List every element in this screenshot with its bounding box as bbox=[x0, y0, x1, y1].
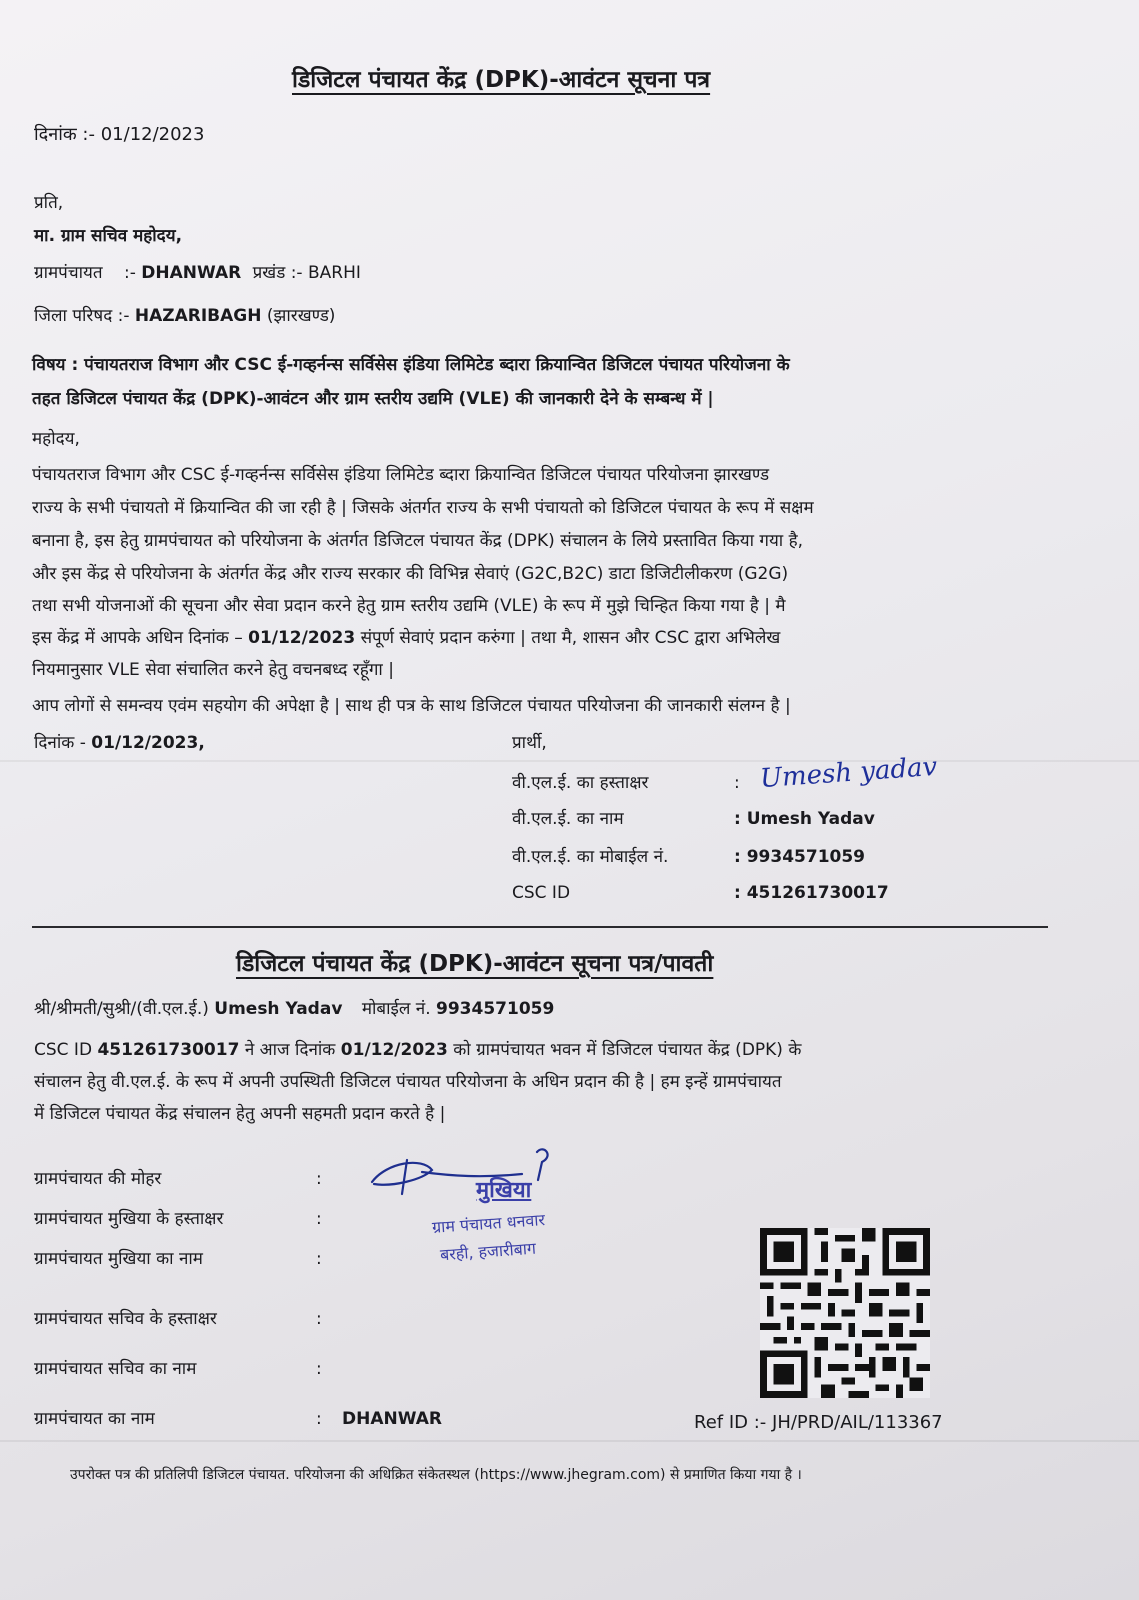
vle-name: Umesh Yadav bbox=[214, 999, 343, 1019]
section-divider bbox=[32, 926, 1048, 928]
footer-date-value: 01/12/2023, bbox=[91, 733, 205, 753]
vle-mobile: 9934571059 bbox=[436, 999, 555, 1019]
body-line: नियमानुसार VLE सेवा संचालित करने हेतु वचनबध्द रहूँगा | bbox=[32, 660, 394, 680]
field-sep: : bbox=[316, 1169, 322, 1189]
district-line bbox=[34, 305, 335, 327]
page-title: डिजिटल पंचायत केंद्र (DPK)-आवंटन सूचना पत्र bbox=[292, 67, 711, 93]
mukhiya-name-label: ग्रामपंचायत मुखिया का नाम bbox=[34, 1249, 203, 1269]
footnote: उपरोक्त पत्र की प्रतिलिपी डिजिटल पंचायत. परियोजना की अधिक्रित संकेतस्थल (https://www.jhegram.com) से प्रमाणित किया गया है । bbox=[70, 1467, 802, 1483]
receipt-text-line: संचालन हेतु वी.एल.ई. के रूप में अपनी उपस्थिती डिजिटल पंचायत परियोजना के अधिन प्रदान की है | हम इन्हें ग्रामपंचायत bbox=[34, 1072, 782, 1092]
gp-value: DHANWAR bbox=[141, 263, 242, 283]
body-date: 01/12/2023 bbox=[248, 628, 356, 648]
receipt-text: ने आज दिनांक bbox=[244, 1040, 336, 1060]
mobile-prefix: मोबाईल नं. bbox=[361, 999, 431, 1019]
paper-fold bbox=[0, 760, 1139, 762]
body-line: तथा सभी योजनाओं की सूचना और सेवा प्रदान करने हेतु ग्राम स्तरीय उद्यमि (VLE) के रूप में मुझे चिन्हित किया गया है | मै bbox=[32, 596, 786, 616]
vle-name-value: : Umesh Yadav bbox=[734, 809, 875, 829]
vle-signature: Umesh yadav bbox=[759, 751, 939, 795]
body-line: राज्य के सभी पंचायतो में क्रियान्वित की जा रही है | जिसके अंतर्गत राज्य के सभी पंचायतो को डिजिटल पंचायत के रूप में सक्षम bbox=[32, 498, 814, 518]
csc-id-label: CSC ID bbox=[512, 883, 571, 903]
vle-sign-label: वी.एल.ई. का हस्ताक्षर bbox=[512, 773, 649, 793]
field-sep: : bbox=[316, 1209, 322, 1229]
field-sep: : bbox=[316, 1409, 322, 1429]
ref-label: Ref ID :- bbox=[694, 1412, 767, 1433]
prati: प्रति, bbox=[34, 193, 64, 213]
receipt-text: को ग्रामपंचायत भवन में डिजिटल पंचायत केंद्र (DPK) के bbox=[453, 1040, 802, 1060]
block-label: प्रखंड :- bbox=[252, 263, 303, 283]
district-label: जिला परिषद :- bbox=[34, 306, 130, 326]
addressee: मा. ग्राम सचिव महोदय, bbox=[34, 226, 183, 246]
date-label: दिनांक :- bbox=[34, 124, 95, 145]
body-line: और इस केंद्र से परियोजना के अंतर्गत केंद्र और राज्य सरकार की विभिन्न सेवाएं (G2C,B2C) डाटा डिजिटीलीकरण (G2G) bbox=[32, 564, 789, 584]
ref-id bbox=[694, 1412, 943, 1434]
paper-fold bbox=[0, 1440, 1139, 1442]
mukhiya-sign-label: ग्रामपंचायत मुखिया के हस्ताक्षर bbox=[34, 1209, 224, 1229]
salutation: महोदय, bbox=[32, 429, 80, 449]
field-sep: : bbox=[316, 1249, 322, 1269]
receipt-text-line: में डिजिटल पंचायत केंद्र संचालन हेतु अपनी सहमती प्रदान करते है | bbox=[34, 1104, 446, 1124]
date-value: 01/12/2023 bbox=[100, 124, 205, 145]
body-line: पंचायतराज विभाग और CSC ई-गव्हर्नन्स सर्विसेस इंडिया लिमिटेड ब्दारा क्रियान्वित डिजिटल पंचायत परियोजना झारखण्ड bbox=[32, 465, 770, 485]
block-value: BARHI bbox=[307, 263, 361, 283]
field-sep: : bbox=[316, 1359, 322, 1379]
footer-date-label: दिनांक - bbox=[34, 733, 86, 753]
vle-mobile-value: : 9934571059 bbox=[734, 847, 866, 867]
vle-prefix: श्री/श्रीमती/सुश्री/(वी.एल.ई.) bbox=[34, 999, 209, 1019]
ref-value: JH/PRD/AIL/113367 bbox=[772, 1412, 943, 1433]
stamp-mukhiya: मुखिया bbox=[476, 1178, 532, 1203]
date-line bbox=[34, 124, 204, 146]
body-line: बनाना है, इस हेतु ग्रामपंचायत को परियोजना के अंतर्गत डिजिटल पंचायत केंद्र (DPK) संचालन के लिये प्रस्तावित किया गया है, bbox=[32, 531, 804, 551]
body-line: आप लोगों से समन्वय एवंम सहयोग की अपेक्षा है | साथ ही पत्र के साथ डिजिटल पंचायत परियोजना की जानकारी संलग्न है | bbox=[32, 696, 791, 716]
gp-line bbox=[34, 262, 361, 284]
sachiv-name-label: ग्रामपंचायत सचिव का नाम bbox=[34, 1359, 197, 1379]
subject-line-1: विषय : पंचायतराज विभाग और CSC ई-गव्हर्नन्स सर्विसेस इंडिया लिमिटेड ब्दारा क्रियान्वित डिजिटल पंचायत परियोजना के bbox=[32, 355, 790, 375]
stamp-place: बरही, हजारीबाग bbox=[439, 1238, 537, 1265]
gp-name-label: ग्रामपंचायत का नाम bbox=[34, 1409, 155, 1429]
csc-prefix: CSC ID bbox=[34, 1040, 93, 1060]
gp-label: ग्रामपंचायत bbox=[34, 263, 103, 283]
csc-id-value: : 451261730017 bbox=[734, 883, 889, 903]
footer-date bbox=[34, 732, 205, 754]
body-text: इस केंद्र में आपके अधिन दिनांक – bbox=[32, 628, 243, 648]
subject-line-2: तहत डिजिटल पंचायत केंद्र (DPK)-आवंटन और ग्राम स्तरीय उद्यमि (VLE) की जानकारी देने के सम्बन्ध में | bbox=[32, 389, 714, 409]
gp-sep: :- bbox=[123, 263, 136, 283]
field-sep: : bbox=[316, 1309, 322, 1329]
body-text: संपूर्ण सेवाएं प्रदान करुंगा | तथा मै, शासन और CSC द्वारा अभिलेख bbox=[360, 628, 781, 648]
receipt-title: डिजिटल पंचायत केंद्र (DPK)-आवंटन सूचना पत्र/पावती bbox=[236, 951, 714, 977]
qr-code bbox=[760, 1228, 930, 1398]
sachiv-sign-label: ग्रामपंचायत सचिव के हस्ताक्षर bbox=[34, 1309, 217, 1329]
state-label: (झारखण्ड) bbox=[266, 306, 336, 326]
body-line bbox=[32, 624, 780, 652]
vle-sign-sep: : bbox=[734, 773, 740, 793]
receipt-text-line bbox=[34, 1036, 801, 1064]
vle-name-label: वी.एल.ई. का नाम bbox=[512, 809, 624, 829]
receipt-csc-id: 451261730017 bbox=[97, 1040, 240, 1060]
receipt-date: 01/12/2023 bbox=[340, 1040, 448, 1060]
vle-mobile-label: वी.एल.ई. का मोबाईल नं. bbox=[512, 847, 669, 867]
applicant-heading: प्रार्थी, bbox=[512, 733, 547, 753]
seal-label: ग्रामपंचायत की मोहर bbox=[34, 1169, 162, 1189]
gp-name-value: DHANWAR bbox=[342, 1409, 442, 1429]
district-value: HAZARIBAGH bbox=[134, 306, 262, 326]
receipt-vle-line bbox=[34, 998, 554, 1020]
stamp-gp: ग्राम पंचायत धनवार bbox=[431, 1210, 546, 1237]
